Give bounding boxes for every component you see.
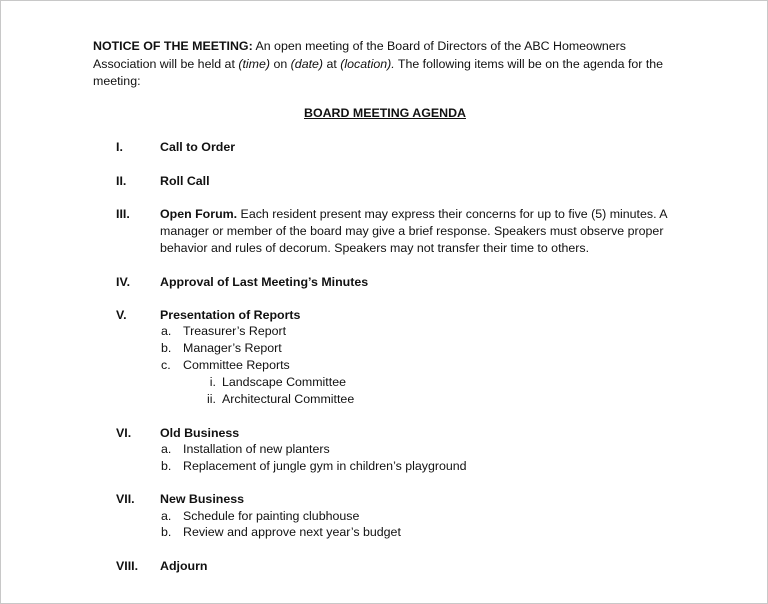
notice-location: (location). bbox=[340, 56, 395, 71]
item-title: Old Business bbox=[160, 426, 240, 440]
sub-item-label: c. bbox=[161, 358, 171, 372]
notice-time: (time) bbox=[238, 56, 270, 71]
item-title: Roll Call bbox=[160, 174, 210, 188]
sub-item-label: i. bbox=[209, 375, 216, 389]
sub-item-label: a. bbox=[161, 442, 172, 456]
item-number: VIII. bbox=[116, 559, 139, 573]
notice-text-end: The following items will be on the agenda for the meeting: bbox=[93, 56, 664, 88]
item-number: III. bbox=[116, 207, 130, 221]
item-title: Approval of Last Meeting’s Minutes bbox=[160, 275, 369, 289]
sub-item bbox=[161, 509, 359, 523]
item-number: V. bbox=[116, 308, 127, 322]
item-number: I. bbox=[116, 140, 123, 154]
sub-item-label: ii. bbox=[207, 392, 216, 406]
sub-item-text: Landscape Committee bbox=[222, 375, 346, 389]
sub-item-label: a. bbox=[161, 509, 172, 523]
item-text: Each resident present may express their concerns for up to five (5) minutes. A manager or member of the board may give a brief response. Speakers must observe proper behavior and rules of decorum. Speakers may not transfer their time to others. bbox=[160, 207, 667, 255]
notice-at: at bbox=[323, 56, 341, 71]
sub-item-text: Treasurer’s Report bbox=[183, 324, 287, 338]
sub-item-text: Schedule for painting clubhouse bbox=[183, 509, 360, 523]
sub-item-label: b. bbox=[161, 525, 172, 539]
sub-item-text: Replacement of jungle gym in children’s playground bbox=[183, 459, 467, 473]
item-number: VI. bbox=[116, 426, 132, 440]
sub-item-text: Manager’s Report bbox=[183, 341, 282, 355]
item-number: VII. bbox=[116, 492, 135, 506]
sub-item bbox=[161, 358, 290, 372]
sub-sub-item bbox=[194, 392, 354, 406]
item-title: New Business bbox=[160, 492, 245, 506]
sub-item-label: b. bbox=[161, 341, 172, 355]
sub-item bbox=[161, 324, 286, 338]
sub-item bbox=[161, 442, 330, 456]
sub-item-text: Installation of new planters bbox=[183, 442, 330, 456]
sub-item-text: Architectural Committee bbox=[222, 392, 355, 406]
sub-item-label: b. bbox=[161, 459, 172, 473]
item-title: Presentation of Reports bbox=[160, 308, 301, 322]
item-title: Open Forum. bbox=[160, 207, 238, 221]
sub-item-text: Committee Reports bbox=[183, 358, 290, 372]
sub-item bbox=[161, 341, 282, 355]
item-number: II. bbox=[116, 174, 127, 188]
sub-item bbox=[161, 525, 401, 539]
meeting-notice bbox=[93, 38, 673, 91]
sub-sub-item bbox=[194, 375, 346, 389]
agenda-title: BOARD MEETING AGENDA bbox=[304, 106, 466, 120]
sub-item-label: a. bbox=[161, 324, 172, 338]
notice-text: An open meeting of the Board of Directors of the ABC Homeowners Association will be held at bbox=[93, 39, 627, 71]
item-title: Adjourn bbox=[160, 559, 208, 573]
notice-date: (date) bbox=[290, 56, 324, 71]
item-number: IV. bbox=[116, 275, 131, 289]
notice-on: on bbox=[270, 56, 291, 71]
notice-label: NOTICE OF THE MEETING: bbox=[93, 39, 253, 53]
item-title: Call to Order bbox=[160, 140, 236, 154]
sub-item bbox=[161, 459, 467, 473]
open-forum-paragraph bbox=[160, 206, 680, 257]
sub-item-text: Review and approve next year’s budget bbox=[183, 525, 401, 539]
